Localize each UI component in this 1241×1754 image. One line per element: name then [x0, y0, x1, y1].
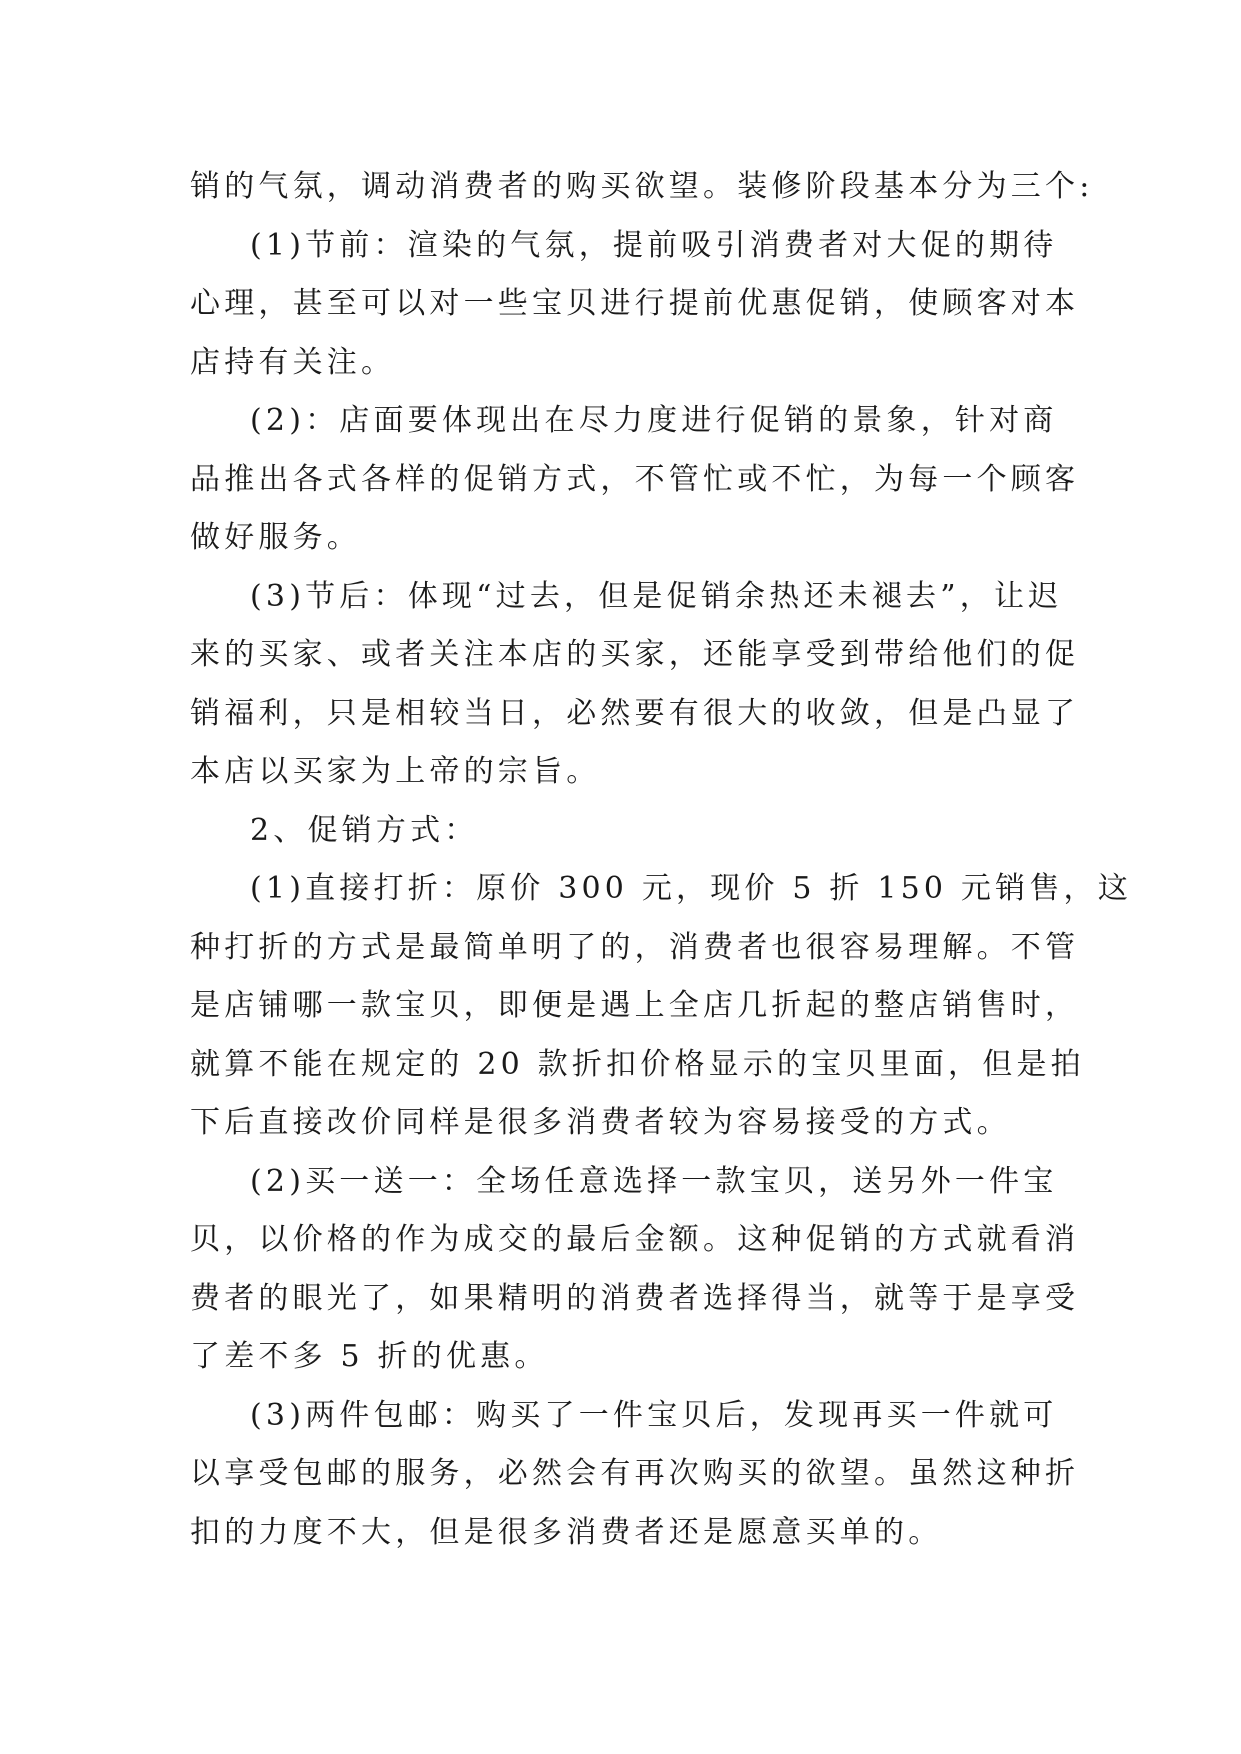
paragraph-line: 费者的眼光了，如果精明的消费者选择得当，就等于是享受: [190, 1280, 1080, 1316]
paragraph-line: 种打折的方式是最简单明了的，消费者也很容易理解。不管: [190, 929, 1080, 965]
section-heading: 2、促销方式：: [250, 812, 479, 848]
document-body: [190, 158, 1132, 1562]
paragraph-line: 了差不多 5 折的优惠。: [190, 1339, 549, 1374]
paragraph-line: 贝，以价格的作为成交的最后金额。这种促销的方式就看消: [190, 1222, 1080, 1257]
paragraph-line: (3)两件包邮：购买了一件宝贝后，发现再买一件就可: [250, 1397, 1058, 1433]
paragraph-line: 品推出各式各样的促销方式，不管忙或不忙，为每一个顾客: [190, 461, 1080, 497]
paragraph-line: 就算不能在规定的 20 款折扣价格显示的宝贝里面，但是拍: [190, 1046, 1085, 1082]
paragraph-line: 下后直接改价同样是很多消费者较为容易接受的方式。: [190, 1105, 1011, 1140]
paragraph-line: 做好服务。: [190, 520, 361, 555]
paragraph-line: (1)直接打折：原价 300 元，现价 5 折 150 元销售，这: [250, 871, 1132, 906]
paragraph-line: 扣的力度不大，但是很多消费者还是愿意买单的。: [190, 1514, 943, 1550]
paragraph-line: 以享受包邮的服务，必然会有再次购买的欲望。虽然这种折: [190, 1456, 1080, 1491]
paragraph-line: 是店铺哪一款宝贝，即便是遇上全店几折起的整店销售时，: [190, 988, 1080, 1023]
paragraph-line: 店持有关注。: [190, 344, 396, 380]
paragraph-line: (2)买一送一：全场任意选择一款宝贝，送另外一件宝: [250, 1163, 1058, 1199]
paragraph-line: (2)：店面要体现出在尽力度进行促销的景象，针对商: [250, 403, 1058, 438]
paragraph-line: 来的买家、或者关注本店的买家，还能享受到带给他们的促: [190, 637, 1080, 672]
paragraph-line: 心理，甚至可以对一些宝贝进行提前优惠促销，使顾客对本: [190, 286, 1080, 321]
paragraph-line: (1)节前：渲染的气氛，提前吸引消费者对大促的期待: [250, 227, 1058, 263]
paragraph-line: 销的气氛，调动消费者的购买欲望。装修阶段基本分为三个:: [190, 169, 1094, 204]
paragraph-line: 本店以买家为上帝的宗旨。: [190, 754, 601, 789]
paragraph-line: 销福利，只是相较当日，必然要有很大的收敛，但是凸显了: [190, 695, 1080, 731]
paragraph-line: (3)节后：体现“过去，但是促销余热还未褪去”，让迟: [250, 578, 1063, 614]
